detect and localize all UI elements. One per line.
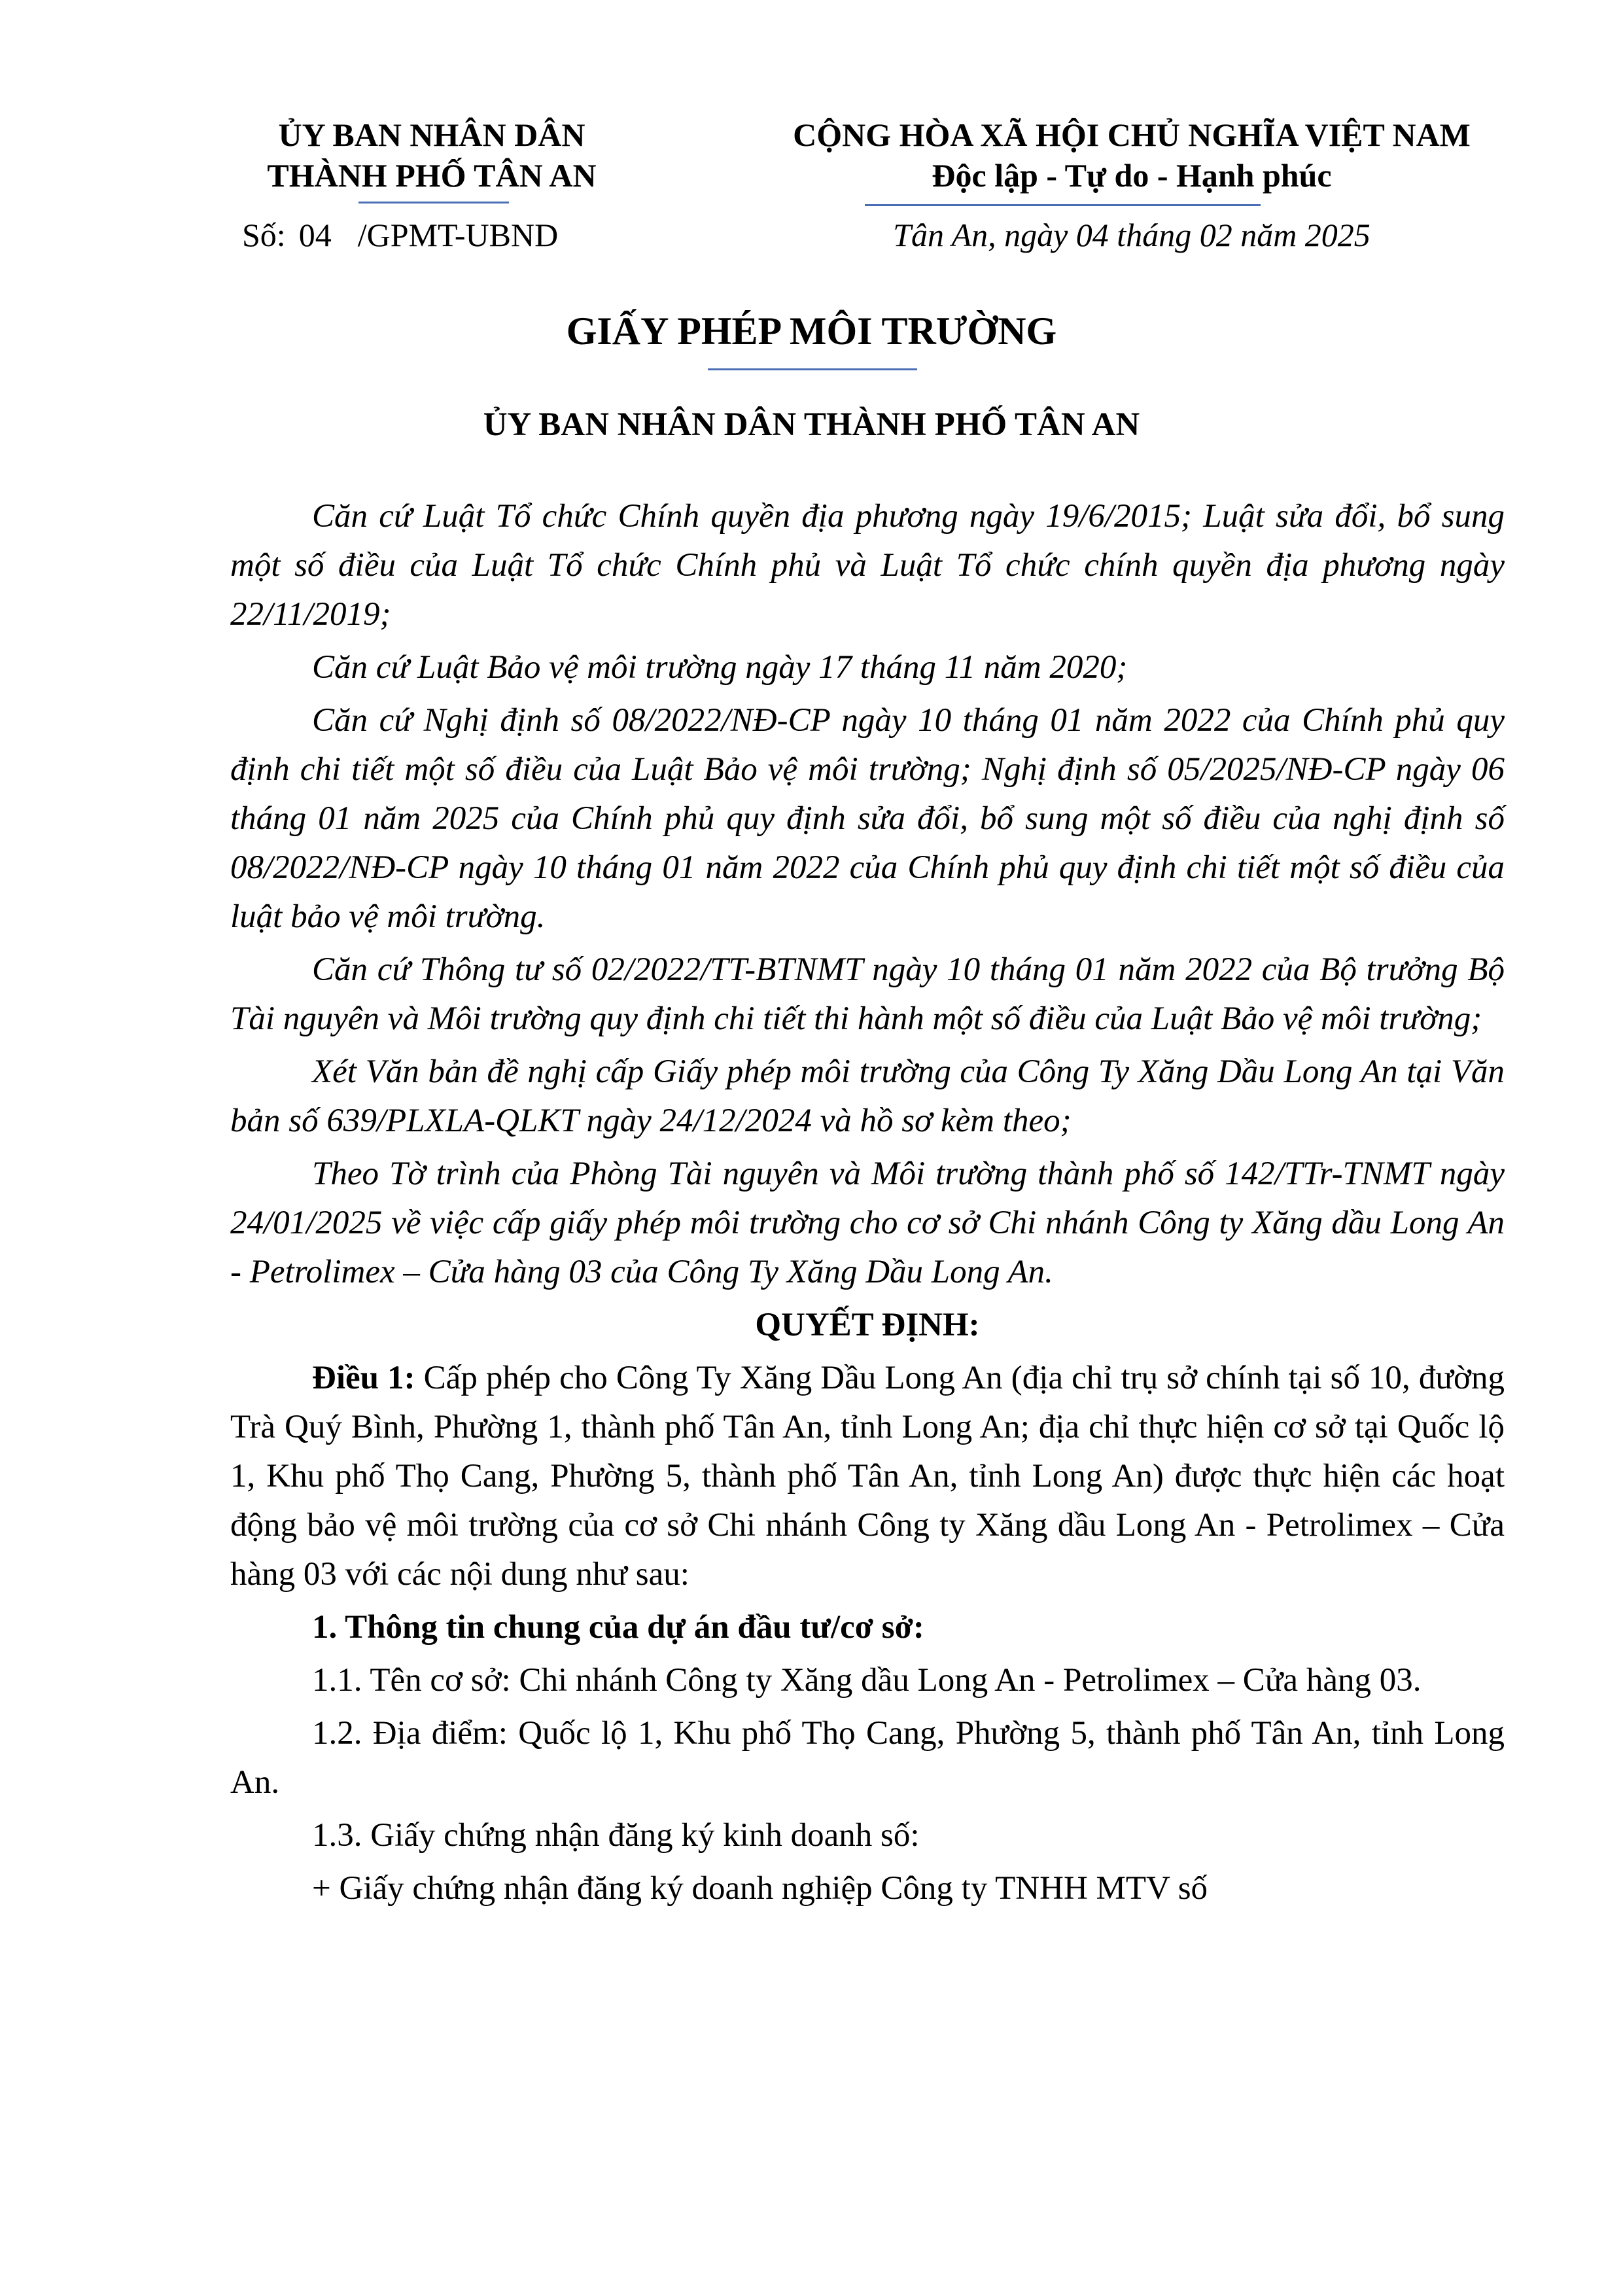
article-1-text: Cấp phép cho Công Ty Xăng Dầu Long An (địa chỉ trụ sở chính tại số 10, đường Trà Quý Bình, Phường 1, thành phố Tân An, tỉnh Long An; địa chỉ thực hiện cơ sở tại Quốc lộ 1, Khu phố Thọ Cang, Phường 5, thành phố Tân An, tỉnh Long An) được thực hiện các hoạt động bảo vệ môi trường của cơ sở Chi nhánh Công ty Xăng dầu Long An - Petrolimex – Cửa hàng 03 với các nội dung như sau: — [230, 1360, 1505, 1593]
national-title: CỘNG HÒA XÃ HỘI CHỦ NGHĨA VIỆT NAM — [793, 116, 1471, 153]
preamble-paragraph: Căn cứ Nghị định số 08/2022/NĐ-CP ngày 10 tháng 01 năm 2022 của Chính phủ quy định chi tiết một số điều của Luật Bảo vệ môi trường; Nghị định số 05/2025/NĐ-CP ngày 06 tháng 01 năm 2025 của Chính phủ quy định sửa đổi, bổ sung một số điều của nghị định số 08/2022/NĐ-CP ngày 10 tháng 01 năm 2022 của Chính phủ quy định chi tiết một số điều của luật bảo vệ môi trường. — [230, 702, 1505, 935]
document-title: GIẤY PHÉP MÔI TRƯỜNG — [566, 309, 1057, 353]
section-1-heading: 1. Thông tin chung của dự án đầu tư/cơ sở: — [312, 1609, 924, 1646]
list-item: 1.1. Tên cơ sở: Chi nhánh Công ty Xăng dầu Long An - Petrolimex – Cửa hàng 03. — [312, 1662, 1422, 1699]
authority-line-1: ỦY BAN NHÂN DÂN — [278, 116, 585, 153]
national-motto: Độc lập - Tự do - Hạnh phúc — [932, 157, 1332, 194]
list-item: 1.2. Địa điểm: Quốc lộ 1, Khu phố Thọ Cang, Phường 5, thành phố Tân An, tỉnh Long An. — [230, 1715, 1505, 1801]
authority-underline — [358, 202, 509, 203]
authority-line-2: THÀNH PHỐ TÂN AN — [267, 157, 597, 194]
preamble-paragraph: Xét Văn bản đề nghị cấp Giấy phép môi trường của Công Ty Xăng Dầu Long An tại Văn bản số 639/PLXLA-QLKT ngày 24/12/2024 và hồ sơ kèm theo; — [230, 1053, 1505, 1139]
motto-underline — [865, 204, 1261, 206]
article-1-label: Điều 1: — [312, 1360, 415, 1396]
preamble-paragraph: Theo Tờ trình của Phòng Tài nguyên và Môi trường thành phố số 142/TTr-TNMT ngày 24/01/2025 về việc cấp giấy phép môi trường cho cơ sở Chi nhánh Công ty Xăng dầu Long An - Petrolimex – Cửa hàng 03 của Công Ty Xăng Dầu Long An. — [230, 1156, 1505, 1290]
preamble-paragraph: Căn cứ Thông tư số 02/2022/TT-BTNMT ngày 10 tháng 01 năm 2022 của Bộ trưởng Bộ Tài nguyên và Môi trường quy định chi tiết thi hành một số điều của Luật Bảo vệ môi trường; — [230, 951, 1505, 1037]
issuer-heading: ỦY BAN NHÂN DÂN THÀNH PHỐ TÂN AN — [483, 406, 1140, 443]
document-date: Tân An, ngày 04 tháng 02 năm 2025 — [893, 217, 1370, 253]
document-number — [242, 216, 558, 254]
doc-number-prefix: Số: — [242, 217, 286, 253]
national-header — [693, 115, 1570, 196]
issuing-authority — [216, 115, 648, 196]
doc-number-value: 04 — [298, 217, 332, 253]
list-item: 1.3. Giấy chứng nhận đăng ký kinh doanh số: — [312, 1817, 920, 1854]
title-underline — [708, 368, 917, 370]
article-1 — [230, 1354, 1505, 1599]
document-body — [230, 492, 1505, 1913]
doc-number-suffix: /GPMT-UBND — [357, 217, 559, 253]
list-item: + Giấy chứng nhận đăng ký doanh nghiệp Công ty TNHH MTV số — [312, 1870, 1208, 1907]
preamble-paragraph: Căn cứ Luật Bảo vệ môi trường ngày 17 tháng 11 năm 2020; — [312, 649, 1128, 686]
decision-heading: QUYẾT ĐỊNH: — [755, 1307, 980, 1343]
preamble-paragraph: Căn cứ Luật Tổ chức Chính quyền địa phương ngày 19/6/2015; Luật sửa đổi, bổ sung một số điều của Luật Tổ chức Chính phủ và Luật Tổ chức chính quyền địa phương ngày 22/11/2019; — [230, 498, 1505, 633]
